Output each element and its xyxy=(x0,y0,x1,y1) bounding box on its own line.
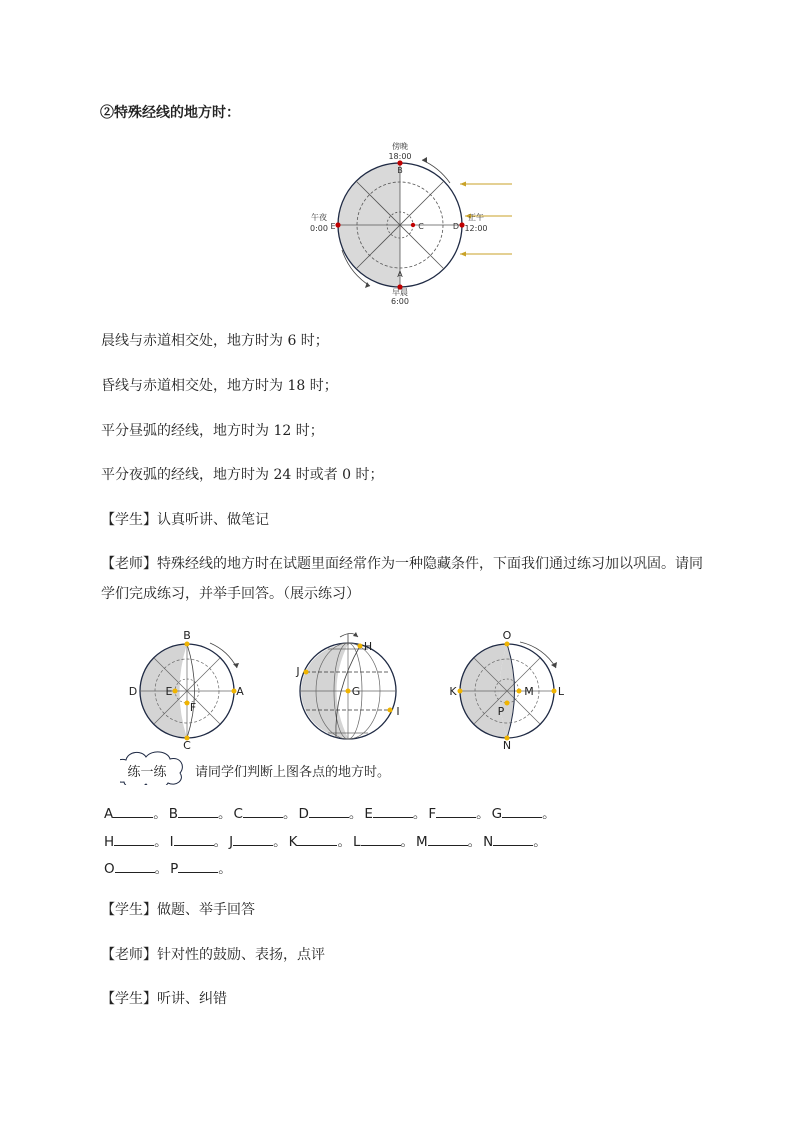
answer-blank-line[interactable] xyxy=(174,832,214,846)
globe-2-label-i: I xyxy=(396,705,400,718)
dialog-student-3 xyxy=(101,989,227,1009)
answer-blank-line[interactable] xyxy=(309,804,349,818)
answer-blank-p[interactable] xyxy=(170,857,232,877)
answer-blank-separator: 。 xyxy=(154,834,168,850)
dialog-text: 做题、举手回答 xyxy=(157,902,255,918)
answer-blank-g[interactable] xyxy=(492,802,556,822)
answer-blank-separator: 。 xyxy=(412,806,427,822)
answer-blank-line[interactable] xyxy=(436,804,476,818)
answer-blank-line[interactable] xyxy=(115,859,155,873)
globe-1 xyxy=(129,629,244,752)
globe-3 xyxy=(449,629,565,752)
answer-blank-line[interactable] xyxy=(502,804,542,818)
answer-blank-o[interactable] xyxy=(104,857,168,877)
answer-blank-label: F xyxy=(428,806,437,822)
speaker-tag: 【老师】 xyxy=(101,556,157,572)
globe-3-label-l: L xyxy=(557,685,565,698)
point-b-label: B xyxy=(397,166,403,175)
answer-blank-b[interactable] xyxy=(169,802,232,822)
point-c-marker xyxy=(411,223,415,227)
answer-blank-separator: 。 xyxy=(218,861,232,877)
answer-blank-separator: 。 xyxy=(400,834,415,850)
answer-blank-line[interactable] xyxy=(113,804,153,818)
point-b-marker xyxy=(397,160,402,165)
point-e-marker xyxy=(335,222,340,227)
section-title: ②特殊经线的地方时： xyxy=(100,105,240,121)
answer-blank-a[interactable] xyxy=(104,802,167,822)
dialog-teacher-2 xyxy=(101,945,325,965)
answer-blank-c[interactable] xyxy=(234,802,297,822)
answer-blank-label: G xyxy=(491,806,503,822)
sun-ray-arrowhead-3 xyxy=(460,252,466,257)
answer-blank-line[interactable] xyxy=(493,832,533,846)
left-time: 0:00 xyxy=(310,224,328,233)
globe-3-label-p: P xyxy=(497,705,505,718)
point-c-label: C xyxy=(418,222,424,231)
rule-midnight: 平分夜弧的经线，地方时为 24 时或者 0 时； xyxy=(101,467,384,483)
answer-blank-label: I xyxy=(169,834,174,850)
special-meridian-diagram xyxy=(300,138,525,310)
answer-blank-separator: 。 xyxy=(348,806,363,822)
globe-1-label-a: A xyxy=(236,685,244,698)
answer-blank-line[interactable] xyxy=(178,859,218,873)
globe-2-label-j: J xyxy=(296,665,300,678)
answer-blank-separator: 。 xyxy=(467,834,482,850)
sun-ray-arrowhead-1 xyxy=(460,182,466,187)
speaker-tag: 【学生】 xyxy=(101,902,157,918)
globe-1-label-c: C xyxy=(183,739,191,752)
globe-3-label-m: M xyxy=(524,685,534,698)
answer-blank-k[interactable] xyxy=(289,830,351,850)
answer-blank-label: P xyxy=(170,861,179,877)
globe-2-label-h: H xyxy=(363,640,373,653)
dialog-text: 听讲、纠错 xyxy=(157,991,227,1007)
dialog-student-2 xyxy=(101,900,255,920)
practice-cloud xyxy=(120,752,390,785)
answer-blank-separator: 。 xyxy=(218,806,232,822)
bottom-caption: 早晨 xyxy=(392,288,408,297)
point-a-label: A xyxy=(397,270,403,279)
exercise-globes-figure xyxy=(120,625,580,785)
answer-blank-separator: 。 xyxy=(476,806,490,822)
answer-blank-line[interactable] xyxy=(178,804,218,818)
answer-blank-label: L xyxy=(352,834,361,850)
answer-blank-label: A xyxy=(104,806,114,822)
exercise-instruction: 请同学们判断上图各点的地方时。 xyxy=(195,765,391,780)
answer-blank-line[interactable] xyxy=(361,832,401,846)
globe-1-label-d: D xyxy=(128,685,138,698)
answer-blank-separator: 。 xyxy=(154,861,169,877)
answer-blank-label: J xyxy=(229,834,234,850)
globe-3-label-n: N xyxy=(502,739,512,752)
rotation-arrowhead-top xyxy=(422,157,427,163)
answer-blank-n[interactable] xyxy=(483,830,547,850)
bottom-time: 6:00 xyxy=(391,297,409,306)
answer-blank-i[interactable] xyxy=(170,830,227,850)
answer-blank-label: C xyxy=(233,806,243,822)
answer-blank-label: O xyxy=(104,861,115,877)
dialog-text: 针对性的鼓励、表扬，点评 xyxy=(157,947,325,963)
answer-blank-label: D xyxy=(298,806,309,822)
globe-1-label-f: F xyxy=(189,701,197,714)
answer-blank-label: N xyxy=(483,834,494,850)
answer-blank-line[interactable] xyxy=(233,832,273,846)
right-caption: 正午 xyxy=(468,213,484,222)
answer-blank-separator: 。 xyxy=(153,806,167,822)
answer-row-1 xyxy=(104,802,558,822)
answer-blank-separator: 。 xyxy=(533,834,547,850)
answer-blank-separator: 。 xyxy=(273,834,287,850)
answer-blank-e[interactable] xyxy=(364,802,426,822)
rule-noon: 平分昼弧的经线，地方时为 12 时； xyxy=(101,423,324,439)
globe-1-label-e: E xyxy=(165,685,173,698)
dialog-text: 认真听讲、做笔记 xyxy=(157,512,269,528)
answer-blank-separator: 。 xyxy=(213,834,228,850)
dialog-text: 特殊经线的地方时在试题里面经常作为一种隐藏条件，下面我们通过练习加以巩固。请同学们完成练习，并举手回答。（展示练习） xyxy=(101,556,703,602)
right-time: 12:00 xyxy=(464,224,488,233)
answer-blank-f[interactable] xyxy=(428,802,489,822)
left-caption: 午夜 xyxy=(311,213,327,222)
answer-blank-line[interactable] xyxy=(243,804,283,818)
answer-blank-label: M xyxy=(416,834,428,850)
globe-1-label-b: B xyxy=(183,629,191,642)
answer-blank-separator: 。 xyxy=(337,834,351,850)
dialog-student-1 xyxy=(101,510,269,530)
answer-blank-label: B xyxy=(168,806,179,822)
answer-blank-separator: 。 xyxy=(542,806,556,822)
speaker-tag: 【学生】 xyxy=(101,991,157,1007)
answer-row-2 xyxy=(104,830,549,850)
globe-2 xyxy=(295,632,399,739)
answer-blank-line[interactable] xyxy=(114,832,154,846)
answer-blank-label: E xyxy=(364,806,373,822)
answer-blank-line[interactable] xyxy=(428,832,468,846)
answer-blank-m[interactable] xyxy=(416,830,481,850)
dialog-teacher-1 xyxy=(101,549,716,609)
top-time: 18:00 xyxy=(388,152,412,161)
globe-2-label-g: G xyxy=(351,685,361,698)
point-d-label: D xyxy=(452,222,459,231)
speaker-tag: 【老师】 xyxy=(101,947,157,963)
cloud-label: 练一练 xyxy=(127,765,167,780)
answer-blank-j[interactable] xyxy=(229,830,286,850)
speaker-tag: 【学生】 xyxy=(101,512,157,528)
answer-blank-separator: 。 xyxy=(282,806,297,822)
answer-blank-label: K xyxy=(288,834,298,850)
rule-sunrise: 晨线与赤道相交处，地方时为 6 时； xyxy=(101,333,329,349)
answer-blank-line[interactable] xyxy=(297,832,337,846)
globe-3-label-k: K xyxy=(449,685,457,698)
top-caption: 傍晚 xyxy=(392,142,408,151)
answer-row-3 xyxy=(104,857,234,877)
globe-3-label-o: O xyxy=(502,629,512,642)
point-e-label: E xyxy=(330,222,336,231)
rule-sunset: 昏线与赤道相交处，地方时为 18 时； xyxy=(101,378,338,394)
answer-blank-line[interactable] xyxy=(373,804,413,818)
rotation-arrow-top xyxy=(422,160,450,183)
answer-blank-d[interactable] xyxy=(298,802,362,822)
answer-blank-h[interactable] xyxy=(104,830,168,850)
answer-blank-l[interactable] xyxy=(353,830,414,850)
answer-blank-label: H xyxy=(104,834,115,850)
